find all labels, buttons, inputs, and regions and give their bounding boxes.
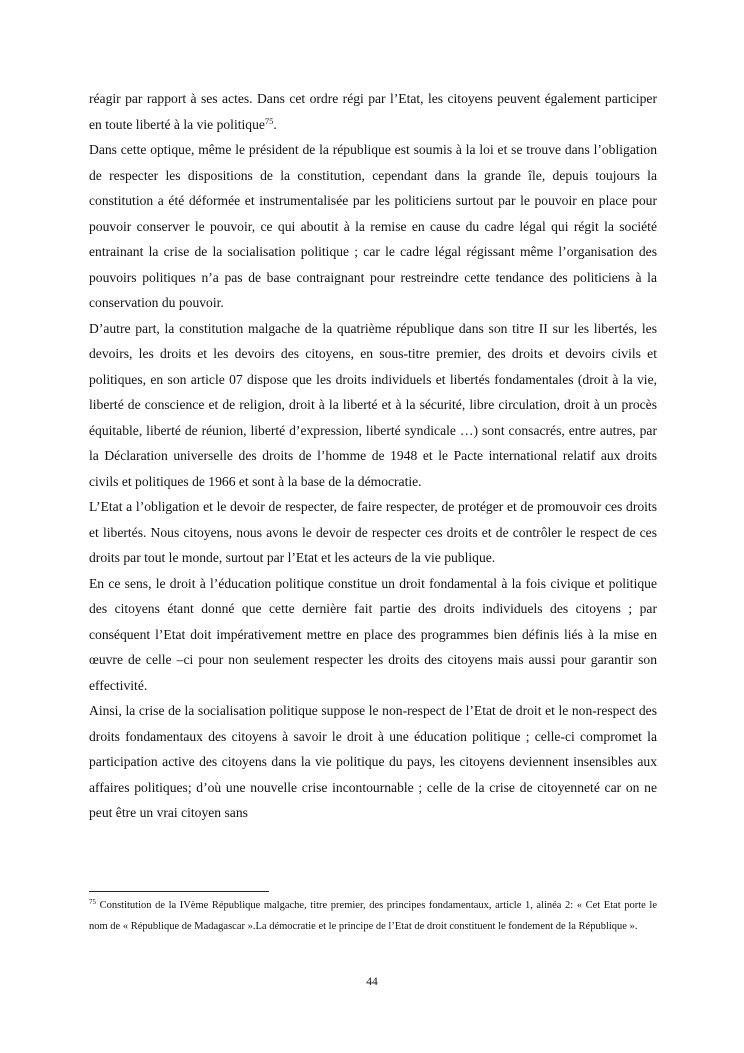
paragraph-5: En ce sens, le droit à l’éducation politique constitue un droit fondamental à la fois civique et politique des citoyens étant donné que cette dernière fait partie des droits individuels des citoyens ; par conséquent l’Etat doit impérativement mettre en place des programmes bien définis liés à la mise en œuvre de celle –ci pour non seulement respecter les droits des citoyens mais aussi pour garantir son effectivité.: [89, 575, 657, 693]
footnote-separator: [89, 891, 269, 892]
paragraph-4: L’Etat a l’obligation et le devoir de respecter, de faire respecter, de protéger et de promouvoir ces droits et libertés. Nous citoyens, nous avons le devoir de respecter ces droits et de contrôler le respect de ces droits par tout le monde, surtout par l’Etat et les acteurs de la vie publique.: [89, 499, 657, 565]
page-number: 44: [366, 976, 378, 988]
paragraph-3: D’autre part, la constitution malgache de la quatrième république dans son titre II sur les libertés, les devoirs, les droits et les devoirs des citoyens, en sous-titre premier, des droits et devoirs civils et politiques, en son article 07 dispose que les droits individuels et libertés fondamentales (droit à la vie, liberté de conscience et de religion, droit à la liberté et à la sécurité, libre circulation, droit à un procès équitable, liberté de réunion, liberté d’expression, liberté syndicale …) sont consacrés, entre autres, par la Déclaration universelle des droits de l’homme de 1948 et le Pacte international relatif aux droits civils et politiques de 1966 et sont à la base de la démocratie.: [89, 320, 657, 489]
footnote-text: Constitution de la IVème République malgache, titre premier, des principes fondamentaux, article 1, alinéa 2: « Cet Etat porte le nom de « République de Madagascar ».La démocratie et le principe de l’Etat de droit constituent le fondement de la République ».: [89, 900, 657, 932]
paragraph-1: réagir par rapport à ses actes. Dans cet ordre régi par l’Etat, les citoyens peuvent également participer en toute liberté à la vie politique$^{75}$.: [89, 91, 657, 132]
document-body: [89, 86, 657, 826]
footnote: [89, 895, 657, 937]
paragraph-6: Ainsi, la crise de la socialisation politique suppose le non-respect de l’Etat de droit et le non-respect des droits fondamentaux des citoyens à savoir le droit à une éducation politique ; celle-ci compromet la participation active des citoyens dans la vie politique du pays, les citoyens deviennent insensibles aux affaires politiques; d’où une nouvelle crise incontournable ; celle de la crise de citoyenneté car on ne peut être un vrai citoyen sans: [89, 703, 657, 820]
footnote-marker: 75: [89, 898, 96, 906]
footnote-reference: 75: [264, 115, 274, 126]
paragraph-1-text: réagir par rapport à ses actes. Dans cet ordre régi par l’Etat, les citoyens peuvent également participer en toute liberté à la vie politique: [89, 91, 657, 132]
paragraph-2: Dans cette optique, même le président de la république est soumis à la loi et se trouve dans l’obligation de respecter les dispositions de la constitution, cependant dans la grande île, depuis toujours la constitution a été déformée et instrumentalisée par les politiciens surtout par le pouvoir en place pour pouvoir conserver le pouvoir, ce qui aboutit à la remise en cause du cadre légal qui régit la société entrainant la crise de la socialisation politique ; car le cadre légal régissant même l’organisation des pouvoirs politiques n’a pas de base contraignant pour restreindre cette tendance des politiciens à la conservation du pouvoir.: [89, 142, 657, 310]
